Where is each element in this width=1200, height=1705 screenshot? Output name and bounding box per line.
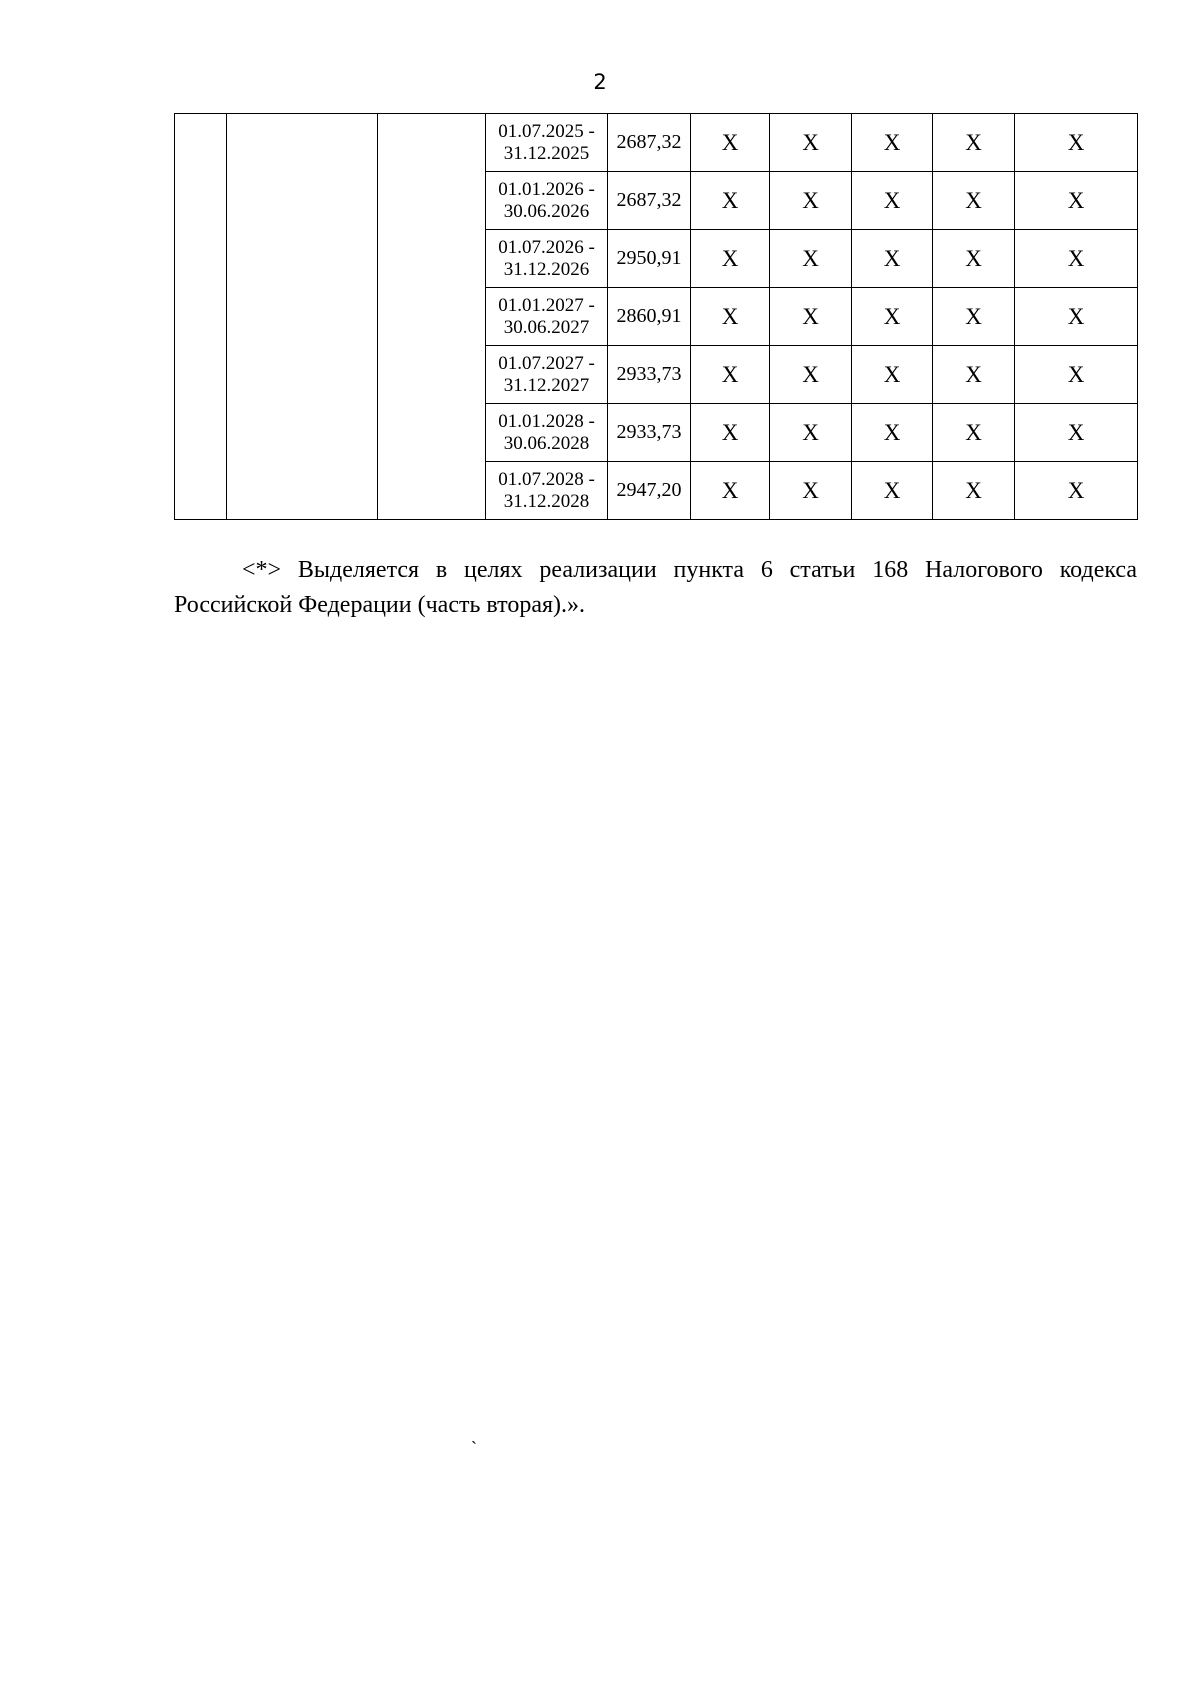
value-cell: 2860,91 [608, 288, 691, 346]
value-cell: 2933,73 [608, 404, 691, 462]
mark-cell: X [852, 172, 933, 230]
mark-cell: X [1015, 404, 1138, 462]
period-cell: 01.07.2025 - 31.12.2025 [486, 114, 608, 172]
blank-cell-2 [227, 114, 378, 520]
mark-cell: X [933, 172, 1015, 230]
mark-cell: X [770, 462, 852, 520]
mark-cell: X [691, 114, 770, 172]
mark-cell: X [933, 114, 1015, 172]
mark-cell: X [852, 404, 933, 462]
mark-cell: X [1015, 346, 1138, 404]
mark-cell: X [770, 346, 852, 404]
mark-cell: X [852, 230, 933, 288]
value-cell: 2933,73 [608, 346, 691, 404]
mark-cell: X [1015, 172, 1138, 230]
mark-cell: X [770, 172, 852, 230]
mark-cell: X [933, 288, 1015, 346]
mark-cell: X [852, 114, 933, 172]
mark-cell: X [852, 288, 933, 346]
mark-cell: X [691, 172, 770, 230]
mark-cell: X [852, 462, 933, 520]
mark-cell: X [691, 346, 770, 404]
blank-cell-1 [175, 114, 227, 520]
period-cell: 01.01.2028 - 30.06.2028 [486, 404, 608, 462]
mark-cell: X [691, 404, 770, 462]
mark-cell: X [691, 462, 770, 520]
blank-cell-3 [378, 114, 486, 520]
mark-cell: X [1015, 230, 1138, 288]
mark-cell: X [770, 288, 852, 346]
mark-cell: X [691, 230, 770, 288]
mark-cell: X [852, 346, 933, 404]
tariff-table [174, 113, 1138, 520]
mark-cell: X [770, 230, 852, 288]
mark-cell: X [1015, 114, 1138, 172]
table-row [175, 114, 1138, 172]
value-cell: 2687,32 [608, 114, 691, 172]
mark-cell: X [691, 288, 770, 346]
mark-cell: X [933, 404, 1015, 462]
value-cell: 2950,91 [608, 230, 691, 288]
period-cell: 01.07.2028 - 31.12.2028 [486, 462, 608, 520]
value-cell: 2687,32 [608, 172, 691, 230]
stray-mark: ` [471, 1438, 477, 1458]
value-cell: 2947,20 [608, 462, 691, 520]
mark-cell: X [933, 230, 1015, 288]
page-number: 2 [593, 70, 607, 94]
mark-cell: X [770, 404, 852, 462]
mark-cell: X [1015, 288, 1138, 346]
mark-cell: X [933, 462, 1015, 520]
period-cell: 01.01.2027 - 30.06.2027 [486, 288, 608, 346]
period-cell: 01.07.2027 - 31.12.2027 [486, 346, 608, 404]
period-cell: 01.07.2026 - 31.12.2026 [486, 230, 608, 288]
period-cell: 01.01.2026 - 30.06.2026 [486, 172, 608, 230]
mark-cell: X [933, 346, 1015, 404]
mark-cell: X [1015, 462, 1138, 520]
footnote: <*> Выделяется в целях реализации пункта 6 статьи 168 Налогового кодекса Российской Федерации (часть вторая).». [174, 557, 1137, 618]
mark-cell: X [770, 114, 852, 172]
